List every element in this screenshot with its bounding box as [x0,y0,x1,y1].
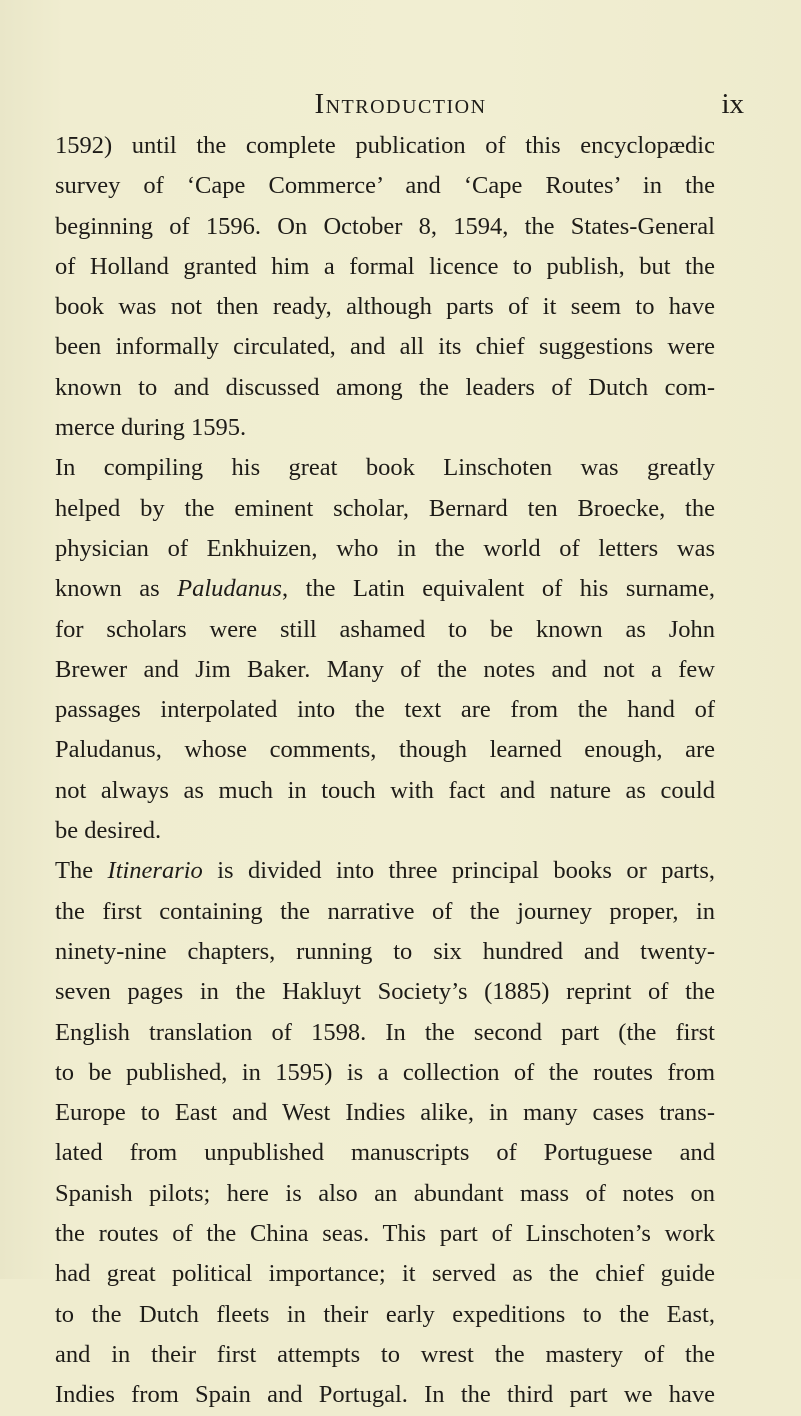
text-run: known as [55,575,178,603]
text-line [55,690,715,730]
text-line [55,287,715,327]
text-line [55,368,715,408]
text-run: physician of Enkhuizen, who in the world of letters was [55,534,715,562]
text-run: Indies from Spain and Portugal. In the third part we have [55,1381,715,1409]
italic-text: Paludanus [177,575,282,603]
text-line [55,1133,715,1173]
text-run: for scholars were still ashamed to be known as John [55,615,715,643]
text-run: ninety-nine chapters, running to six hundred and twenty- [55,937,715,965]
text-run: the routes of the China seas. This part of Linschoten’s work [55,1220,715,1248]
text-run: English translation of 1598. In the second part (the first [55,1018,715,1046]
text-run: helped by the eminent scholar, Bernard ten Broecke, the [55,494,715,522]
text-line [55,650,715,690]
text-line [55,811,715,851]
text-run: beginning of 1596. On October 8, 1594, the States-General [55,212,715,240]
text-run: to be published, in 1595) is a collection of the routes from [55,1058,715,1086]
text-run: In compiling his great book Linschoten was greatly [55,454,715,482]
text-run: had great political importance; it served as the chief guide [55,1260,715,1288]
text-line [55,207,715,247]
text-line [55,892,715,932]
text-run: 1592) until the complete publication of this encyclopædic [55,132,715,159]
text-line [55,851,715,891]
text-line [55,972,715,1012]
page-number: ix [721,88,744,120]
text-line [55,1093,715,1133]
text-run: Spanish pilots; here is also an abundant mass of notes on [55,1179,715,1207]
text-line [55,1254,715,1294]
text-line [55,408,715,448]
text-run: , the Latin equivalent of his surname, [281,575,715,603]
text-run: and in their first attempts to wrest the mastery of the [55,1340,715,1368]
text-run: passages interpolated into the text are from the hand of [55,696,715,724]
text-line [55,569,715,609]
text-line [55,327,715,367]
text-run: of Holland granted him a formal licence to publish, but the [55,252,715,280]
text-line [55,489,715,529]
text-run: not always as much in touch with fact and nature as could [55,776,715,804]
running-head-title: Introduction [314,88,487,120]
text-line [55,1295,715,1335]
text-run: The [55,857,108,885]
text-line [55,1053,715,1093]
text-line [55,730,715,770]
text-line [55,126,715,166]
running-head [0,88,801,128]
text-line [55,610,715,650]
text-run: been informally circulated, and all its chief suggestions were [55,333,715,361]
text-line [55,529,715,569]
text-line [55,448,715,488]
text-line [55,932,715,972]
text-run: be desired. [55,817,162,845]
text-line [55,1013,715,1053]
text-run: seven pages in the Hakluyt Society’s (1885) reprint of the [55,978,715,1006]
text-run: merce during 1595. [55,414,247,442]
text-run: Brewer and Jim Baker. Many of the notes and not a few [55,655,715,683]
text-run: survey of ‘Cape Commerce’ and ‘Cape Routes’ in the [55,172,715,200]
text-line [55,1214,715,1254]
text-run: lated from unpublished manuscripts of Portuguese and [55,1139,715,1167]
text-line [55,247,715,287]
text-run: the first containing the narrative of the journey proper, in [55,897,715,925]
text-line [55,771,715,811]
text-run: book was not then ready, although parts of it seem to have [55,293,715,321]
italic-text: Itinerario [107,857,203,885]
body-text [55,126,715,1416]
text-run: known to and discussed among the leaders of Dutch com- [55,373,715,401]
text-run: is divided into three principal books or parts, [202,857,715,885]
text-line [55,1375,715,1415]
text-line [55,166,715,206]
text-run: Paludanus, whose comments, though learned enough, are [55,736,715,764]
text-run: Europe to East and West Indies alike, in many cases trans- [55,1099,715,1127]
text-run: to the Dutch fleets in their early expeditions to the East, [55,1300,715,1328]
text-line [55,1174,715,1214]
text-line [55,1335,715,1375]
